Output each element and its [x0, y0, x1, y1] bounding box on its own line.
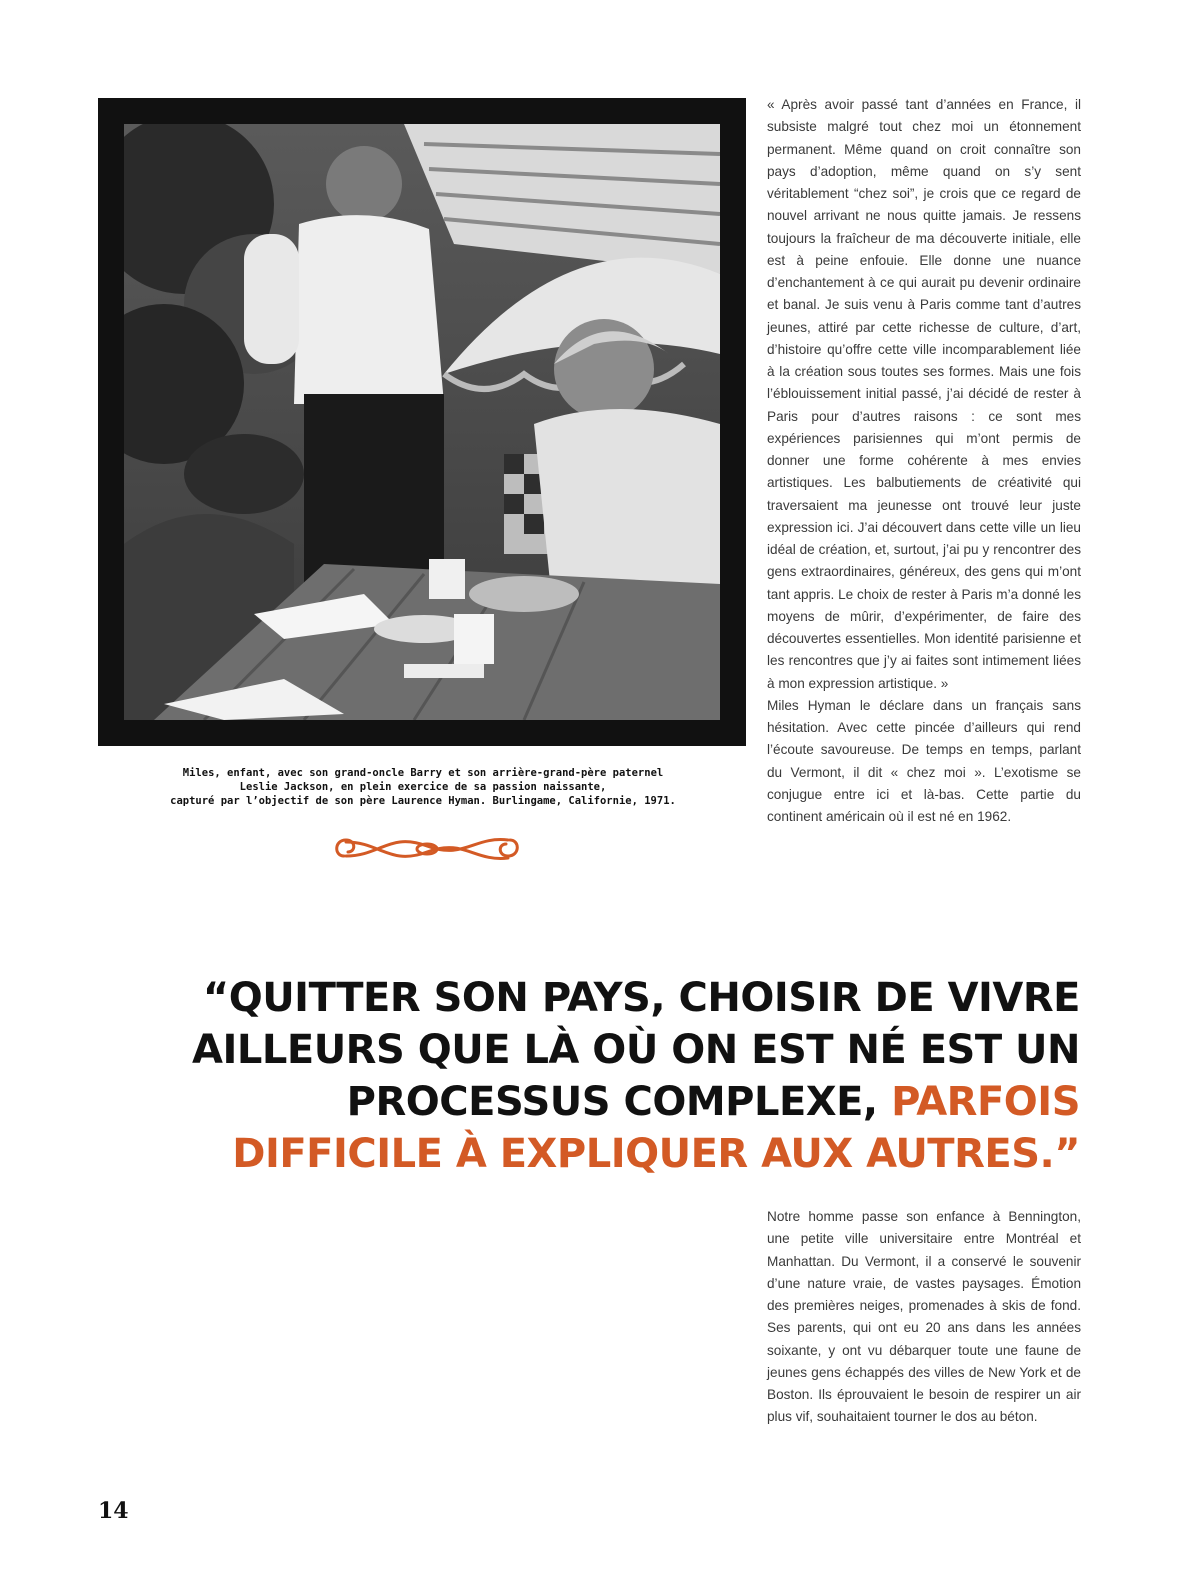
narration-paragraph: Miles Hyman le déclare dans un français sans hésitation. Avec cette pincée d’ailleurs qui rend l’écoute savoureuse. De temps en temps, parlant du Vermont, il dit « chez moi ». L’exotisme se conjugue entre ici et là-bas. Cette partie du continent américain où il est né en 1962.: [767, 697, 1081, 824]
pull-quote-accent-line: DIFFICILE À EXPLIQUER AUX AUTRES.”: [232, 1131, 1080, 1177]
article-column-top: [767, 94, 1081, 828]
pull-quote-line: AILLEURS QUE LÀ OÙ ON EST NÉ EST UN: [192, 1027, 1080, 1073]
caption-line: Miles, enfant, avec son grand-oncle Barry et son arrière-grand-père paternel: [182, 767, 664, 779]
pull-quote-line: “QUITTER SON PAYS, CHOISIR DE VIVRE: [202, 975, 1080, 1021]
family-photo: [124, 124, 720, 720]
body-paragraph: Notre homme passe son enfance à Bennington, une petite ville universitaire entre Montréal et Manhattan. Du Vermont, il a conservé le souvenir d’une nature vraie, de vastes paysages. Émotion des premières neiges, promenades à skis de fond. Ses parents, qui ont eu 20 ans dans les années soixante, y ont vu débarquer toute une faune de jeunes gens échappés des villes de New York et de Boston. Ils éprouvaient le besoin de respirer un air plus vif, souhaitaient tourner le dos au béton.: [767, 1209, 1081, 1425]
flourish-ornament-icon: [330, 826, 524, 872]
photo-caption: [120, 766, 726, 808]
caption-line: capturé par l’objectif de son père Laurence Hyman. Burlingame, Californie, 1971.: [170, 795, 676, 807]
article-column-bottom: [767, 1206, 1081, 1429]
pull-quote-text: PROCESSUS COMPLEXE,: [346, 1079, 878, 1125]
page-number: 14: [98, 1498, 129, 1524]
caption-line: Leslie Jackson, en plein exercice de sa passion naissante,: [239, 781, 607, 793]
quote-paragraph: « Après avoir passé tant d’années en France, il subsiste malgré tout chez moi un étonnement permanent. Même quand on croit connaître son pays d’adoption, même quand on s’y sent véritablement “chez soi”, je crois que ce regard de nouvel arrivant ne nous quitte jamais. Je ressens toujours la fraîcheur de ma découverte initiale, elle est à peine enfouie. Elle donne une nuance d’enchantement à ce qui aurait pu devenir ordinaire et banal. Je suis venu à Paris comme tant d’autres jeunes, attiré par cette richesse de culture, d’art, d’histoire qu’offre cette ville incomparablement liée à la création sous toutes ses formes. Mais une fois l’éblouissement initial passé, j’ai décidé de rester à Paris pour d’autres raisons : ce sont mes expériences parisiennes qui m’ont permis de donner une forme cohérente à mes envies artistiques. Les balbutiements de créativité qui traversaient ma jeunesse ont trouvé leur juste expression ici. J’ai découvert dans cette ville un lieu idéal de création, et, surtout, j’ai pu y rencontrer des gens extraordinaires, généreux, des gens qui m’ont tant appris. Le choix de rester à Paris m’a donné les moyens de mûrir, d’expérimenter, de faire des découvertes essentielles. Mon identité parisienne et les rencontres que j’y ai faites sont intimement liées à mon expression artistique. »: [767, 97, 1081, 691]
pull-quote-line: [150, 1076, 1080, 1128]
photo-illustration: [124, 124, 720, 720]
photo-frame: [98, 98, 746, 746]
pull-quote: [150, 972, 1080, 1180]
pull-quote-accent: PARFOIS: [891, 1079, 1080, 1125]
